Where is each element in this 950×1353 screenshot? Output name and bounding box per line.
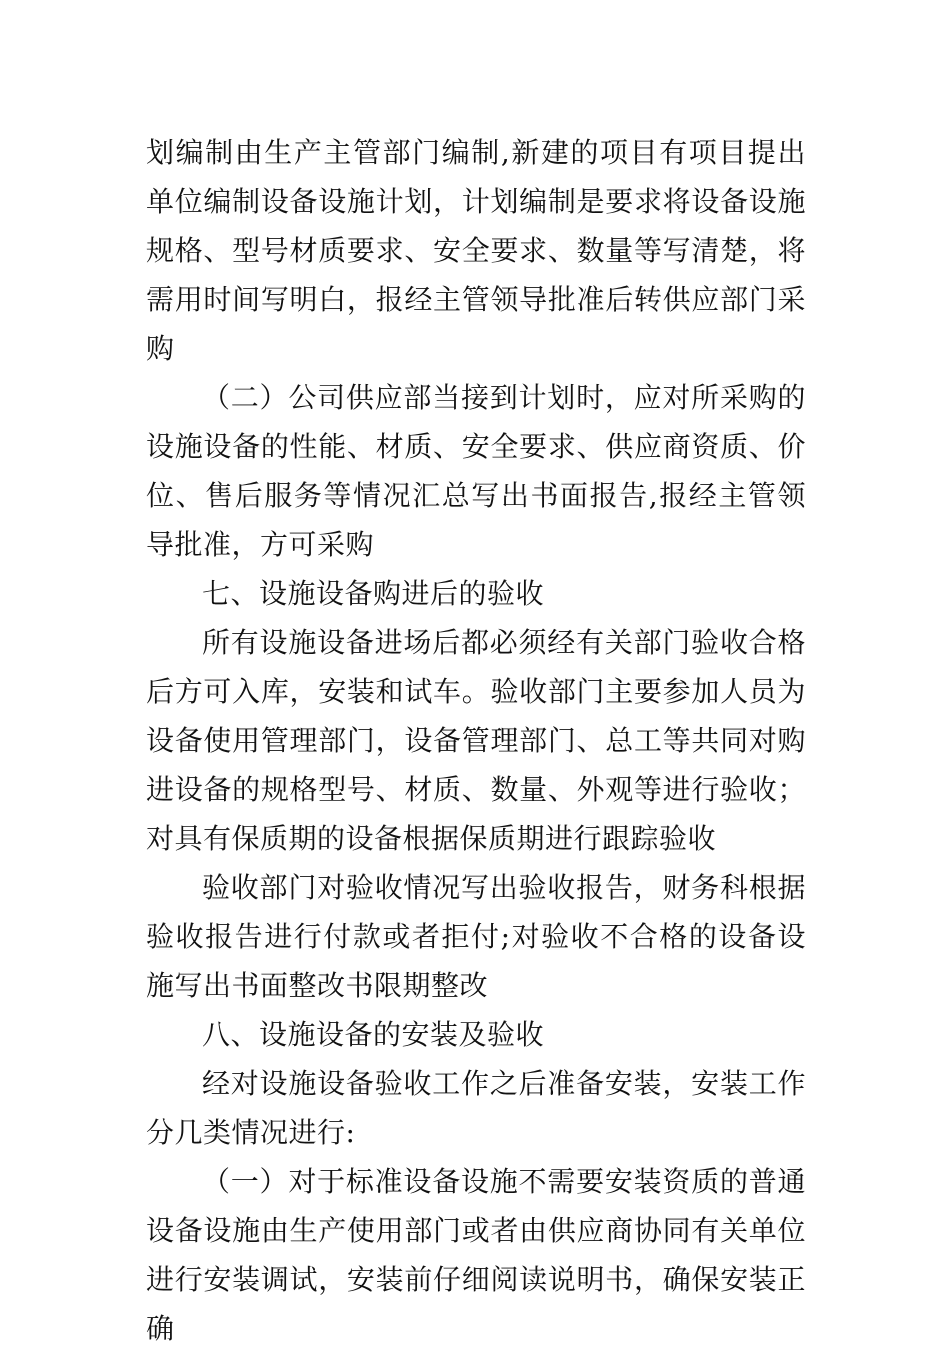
section-heading-installation: 八、设施设备的安装及验收	[202, 1018, 545, 1051]
paragraph-acceptance-process: 所有设施设备进场后都必须经有关部门验收合格后方可入库，安装和试车。验收部门主要参加人员为设备使用管理部门，设备管理部门、总工等共同对购进设备的规格型号、材质、数量、外观等进行验收；对具有保质期的设备根据保质期进行跟踪验收	[146, 626, 806, 855]
paragraph-supply-department: （二）公司供应部当接到计划时，应对所采购的设施设备的性能、材质、安全要求、供应商资质、价位、售后服务等情况汇总写出书面报告,报经主管领导批准，方可采购	[146, 381, 806, 561]
paragraph-plan-compilation: 划编制由生产主管部门编制,新建的项目有项目提出单位编制设备设施计划，计划编制是要求将设备设施规格、型号材质要求、安全要求、数量等写清楚，将需用时间写明白，报经主管领导批准后转供应部门采购	[146, 136, 806, 365]
paragraph-acceptance-report: 验收部门对验收情况写出验收报告，财务科根据验收报告进行付款或者拒付;对验收不合格的设备设施写出书面整改书限期整改	[146, 871, 806, 1002]
paragraph-installation-intro: 经对设施设备验收工作之后准备安装，安装工作分几类情况进行:	[146, 1067, 806, 1149]
document-body	[146, 128, 806, 1353]
section-heading-acceptance: 七、设施设备购进后的验收	[202, 577, 545, 610]
paragraph-standard-equipment: （一）对于标准设备设施不需要安装资质的普通设备设施由生产使用部门或者由供应商协同有关单位进行安装调试，安装前仔细阅读说明书，确保安装正确	[146, 1165, 806, 1345]
